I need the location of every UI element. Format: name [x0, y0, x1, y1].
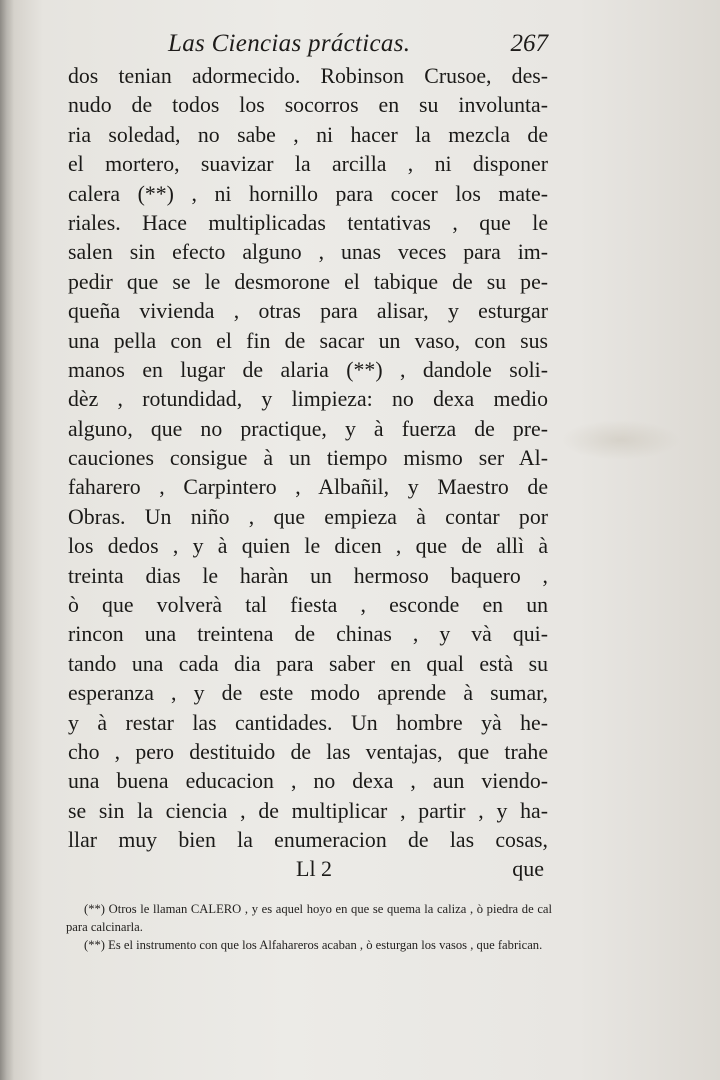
text-line: treinta dias le haràn un hermoso baquero , [68, 563, 548, 588]
text-line: manos en lugar de alaria (**) , dandole soli- [68, 357, 548, 382]
text-line: una buena educacion , no dexa , aun viendo- [68, 769, 548, 794]
page-header [168, 30, 548, 64]
text-line: salen sin efecto alguno , unas veces para im- [68, 240, 548, 265]
text-line: tando una cada dia para saber en qual està su [68, 651, 548, 676]
body-text [68, 62, 548, 856]
text-line: los dedos , y à quien le dicen , que de allì à [68, 534, 548, 559]
text-line: el mortero, suavizar la arcilla , ni disponer [68, 152, 548, 177]
text-line: cauciones consigue à un tiempo mismo ser Al- [68, 446, 548, 471]
running-title: Las Ciencias prácticas. [168, 30, 411, 57]
footnote: (**) Es el instrumento con que los Alfahareros acaban , ò esturgan los vasos , que fabrican. [84, 938, 543, 952]
text-line: riales. Hace multiplicadas tentativas , que le [68, 210, 548, 235]
footnotes [66, 900, 552, 954]
text-line: Obras. Un niño , que empieza à contar por [68, 504, 548, 529]
text-line: dèz , rotundidad, y limpieza: no dexa medio [68, 387, 548, 412]
page-gutter-shadow [0, 0, 14, 1080]
text-line: nudo de todos los socorros en su involunta- [68, 93, 548, 118]
text-line: alguno, que no practique, y à fuerza de pre- [68, 416, 548, 441]
text-line: esperanza , y de este modo aprende à sumar, [68, 681, 548, 706]
page-number: 267 [510, 30, 548, 57]
text-line: ria soledad, no sabe , ni hacer la mezcla de [68, 122, 548, 147]
signature-mark: Ll 2 [296, 856, 333, 881]
footnote: (**) Otros le llaman CALERO , y es aquel hoyo en que se quema la caliza , ò piedra de cal para calcinarla. [66, 902, 552, 934]
text-line: rincon una treintena de chinas , y và qui- [68, 622, 548, 647]
text-line: pedir que se le desmorone el tabique de su pe- [68, 269, 548, 294]
text-line: queña vivienda , otras para alisar, y esturgar [68, 299, 548, 324]
text-line: y à restar las cantidades. Un hombre yà he- [68, 710, 548, 735]
paper-stain [560, 420, 680, 460]
text-line: una pella con el fin de sacar un vaso, con sus [68, 328, 548, 353]
signature-line [68, 856, 548, 886]
text-line: cho , pero destituido de las ventajas, que trahe [68, 739, 548, 764]
text-line: dos tenian adormecido. Robinson Crusoe, des- [68, 64, 548, 88]
text-line: calera (**) , ni hornillo para cocer los mate- [68, 181, 548, 206]
text-line: se sin la ciencia , de multiplicar , partir , y ha- [68, 798, 548, 823]
catchword: que [512, 856, 544, 881]
text-line: llar muy bien la enumeracion de las cosas, [68, 828, 548, 853]
text-line: faharero , Carpintero , Albañil, y Maestro de [68, 475, 548, 500]
text-line: ò que volverà tal fiesta , esconde en un [68, 593, 548, 618]
